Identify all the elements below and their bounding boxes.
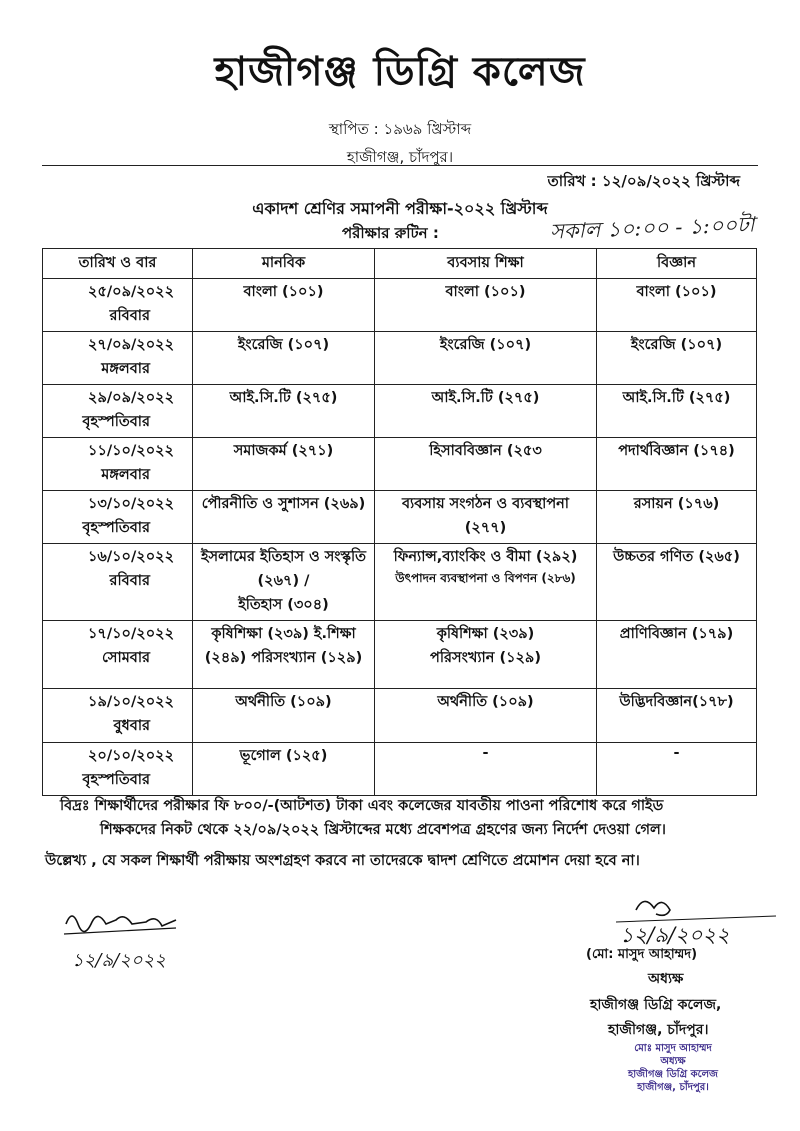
table-row [43,385,757,438]
row-date: ২৫/০৯/২০২২ [88,284,174,300]
header-science: বিজ্ঞান [597,249,757,279]
header-date-day: তারিখ ও বার [43,249,193,279]
humanities-subject: অর্থনীতি (১০৯) [235,694,332,710]
humanities-subject: আই.সি.টি (২৭৫) [229,390,338,406]
principal-designation: অধ্যক্ষ [648,971,684,987]
college-title: হাজীগঞ্জ ডিগ্রি কলেজ [214,49,586,95]
humanities-subject: কৃষিশিক্ষা (২৩৯) ই.শিক্ষা [211,626,356,642]
row-date: ১৯/১০/২০২২ [88,694,174,710]
official-seal [598,1042,748,1094]
handwritten-time-note: সকাল ১০:০০ - ১:০০টা [549,212,755,244]
seal-place: হাজীগঞ্জ, চাঁদপুর। [637,1082,709,1093]
promotion-notice: উল্লেখ্য , যে সকল শিক্ষার্থী পরীক্ষায় অংশগ্রহণ করবে না তাদেরকে দ্বাদশ শ্রেণিতে প্রমোশন দেয়া হবে না। [45,853,640,869]
row-day: সোমবার [102,650,150,666]
business-subject: - [482,745,489,761]
table-row [43,544,757,621]
header-divider [42,165,758,166]
table-header-row [43,249,757,279]
row-date: ১৩/১০/২০২২ [88,496,174,512]
business-subject: বাংলা (১০১) [445,284,526,300]
row-date: ২৭/০৯/২০২২ [88,337,174,353]
college-address: হাজীগঞ্জ, চাঁদপুর। [346,148,454,166]
business-subject: কৃষিশিক্ষা (২৩৯) [436,626,535,642]
business-subject: আই.সি.টি (২৭৫) [431,390,540,406]
header-business: ব্যবসায় শিক্ষা [375,249,597,279]
row-day: বৃহস্পতিবার [82,520,150,536]
humanities-subject: বাংলা (১০১) [243,284,324,300]
business-subject: ফিন্যান্স,ব্যাংকিং ও বীমা (২৯২) [393,549,578,565]
science-subject: উচ্চতর গণিত (২৬৫) [613,549,740,565]
humanities-subject-line3: ইতিহাস (৩০৪) [238,597,329,613]
row-day: বৃহস্পতিবার [82,414,150,430]
row-date: ২০/১০/২০২২ [88,748,174,764]
exam-title: একাদশ শ্রেণির সমাপনী পরীক্ষা-২০২২ খ্রিস্টাব্দ [252,199,548,218]
table-row [43,279,757,332]
seal-name: মোঃ মাসুদ আহাম্মদ [634,1043,712,1054]
row-day: বৃহস্পতিবার [82,772,150,788]
humanities-subject-line2: (২৪৯) পরিসংখ্যান (১২৯) [204,650,363,666]
principal-name: (মো: মাসুদ আহাম্মদ) [586,947,698,962]
humanities-subject: ইসলামের ইতিহাস ও সংস্কৃতি [200,549,367,565]
right-signature [596,892,786,952]
humanities-subject: ইংরেজি (১০৭) [237,337,330,353]
row-date: ১১/১০/২০২২ [88,443,174,459]
business-subject: ব্যবসায় সংগঠন ও ব্যবস্থাপনা [401,496,570,512]
signature-college: হাজীগঞ্জ ডিগ্রি কলেজ, [590,997,722,1013]
exam-routine-table [42,248,757,796]
table-row [43,689,757,743]
row-day: মঙ্গলবার [101,361,150,377]
seal-designation: অধ্যক্ষ [660,1056,686,1067]
fee-notice-line2: শিক্ষকদের নিকট থেকে ২২/০৯/২০২২ খ্রিস্টাব্দের মধ্যে প্রবেশপত্র গ্রহণের জন্য নির্দেশ দেওয়া গেল। [100,822,666,838]
row-day: রবিবার [109,308,150,324]
notice-date: তারিখ : ১২/০৯/২০২২ খ্রিস্টাব্দ [547,172,740,190]
science-subject: পদার্থবিজ্ঞান (১৭৪) [618,443,735,459]
business-subject-line2: উৎপাদন ব্যবস্থাপনা ও বিপণন (২৮৬) [395,571,576,585]
science-subject: প্রাণিবিজ্ঞান (১৭৯) [619,626,734,642]
table-row [43,438,757,491]
table-row [43,491,757,544]
fee-notice-line1: বিদ্রঃ শিক্ষার্থীদের পরীক্ষার ফি ৮০০/-(আটশত) টাকা এবং কলেজের যাবতীয় পাওনা পরিশোধ করে গাইড [60,798,664,814]
science-subject: - [673,745,680,761]
business-subject: ইংরেজি (১০৭) [439,337,532,353]
row-day: বুধবার [113,718,150,734]
row-day: রবিবার [109,573,150,589]
left-signature-date: ১২/৯/২০২২ [72,950,167,971]
business-subject: হিসাববিজ্ঞান (২৫৩ [429,443,542,459]
routine-label: পরীক্ষার রুটিন : [342,222,439,249]
left-signature [58,902,188,982]
humanities-subject: পৌরনীতি ও সুশাসন (২৬৯) [201,496,366,512]
science-subject: আই.সি.টি (২৭৫) [622,390,731,406]
seal-college: হাজীগঞ্জ ডিগ্রি কলেজ [627,1069,718,1080]
established-line: স্থাপিত : ১৯৬৯ খ্রিস্টাব্দ [328,120,472,138]
row-date: ১৭/১০/২০২২ [88,626,174,642]
signature-place: হাজীগঞ্জ, চাঁদপুর। [608,1022,709,1038]
business-subject-line2: (২৭৭) [464,520,507,536]
science-subject: উদ্ভিদবিজ্ঞান(১৭৮) [619,694,734,710]
business-subject-line2: পরিসংখ্যান (১২৯) [430,650,541,666]
row-date: ১৬/১০/২০২২ [88,549,174,565]
humanities-subject-line2: (২৬৭) / [257,573,310,589]
table-row [43,621,757,689]
science-subject: ইংরেজি (১০৭) [630,337,723,353]
humanities-subject: সমাজকর্ম (২৭১) [233,443,334,459]
table-row [43,332,757,385]
science-subject: বাংলা (১০১) [636,284,717,300]
science-subject: রসায়ন (১৭৬) [633,496,720,512]
right-signature-date: ১২/৯/২০২২ [620,923,730,947]
humanities-subject: ভূগোল (১২৫) [239,748,328,764]
business-subject: অর্থনীতি (১০৯) [437,694,534,710]
row-date: ২৯/০৯/২০২২ [88,390,174,406]
header-humanities: মানবিক [193,249,375,279]
table-row [43,743,757,796]
row-day: মঙ্গলবার [101,467,150,483]
